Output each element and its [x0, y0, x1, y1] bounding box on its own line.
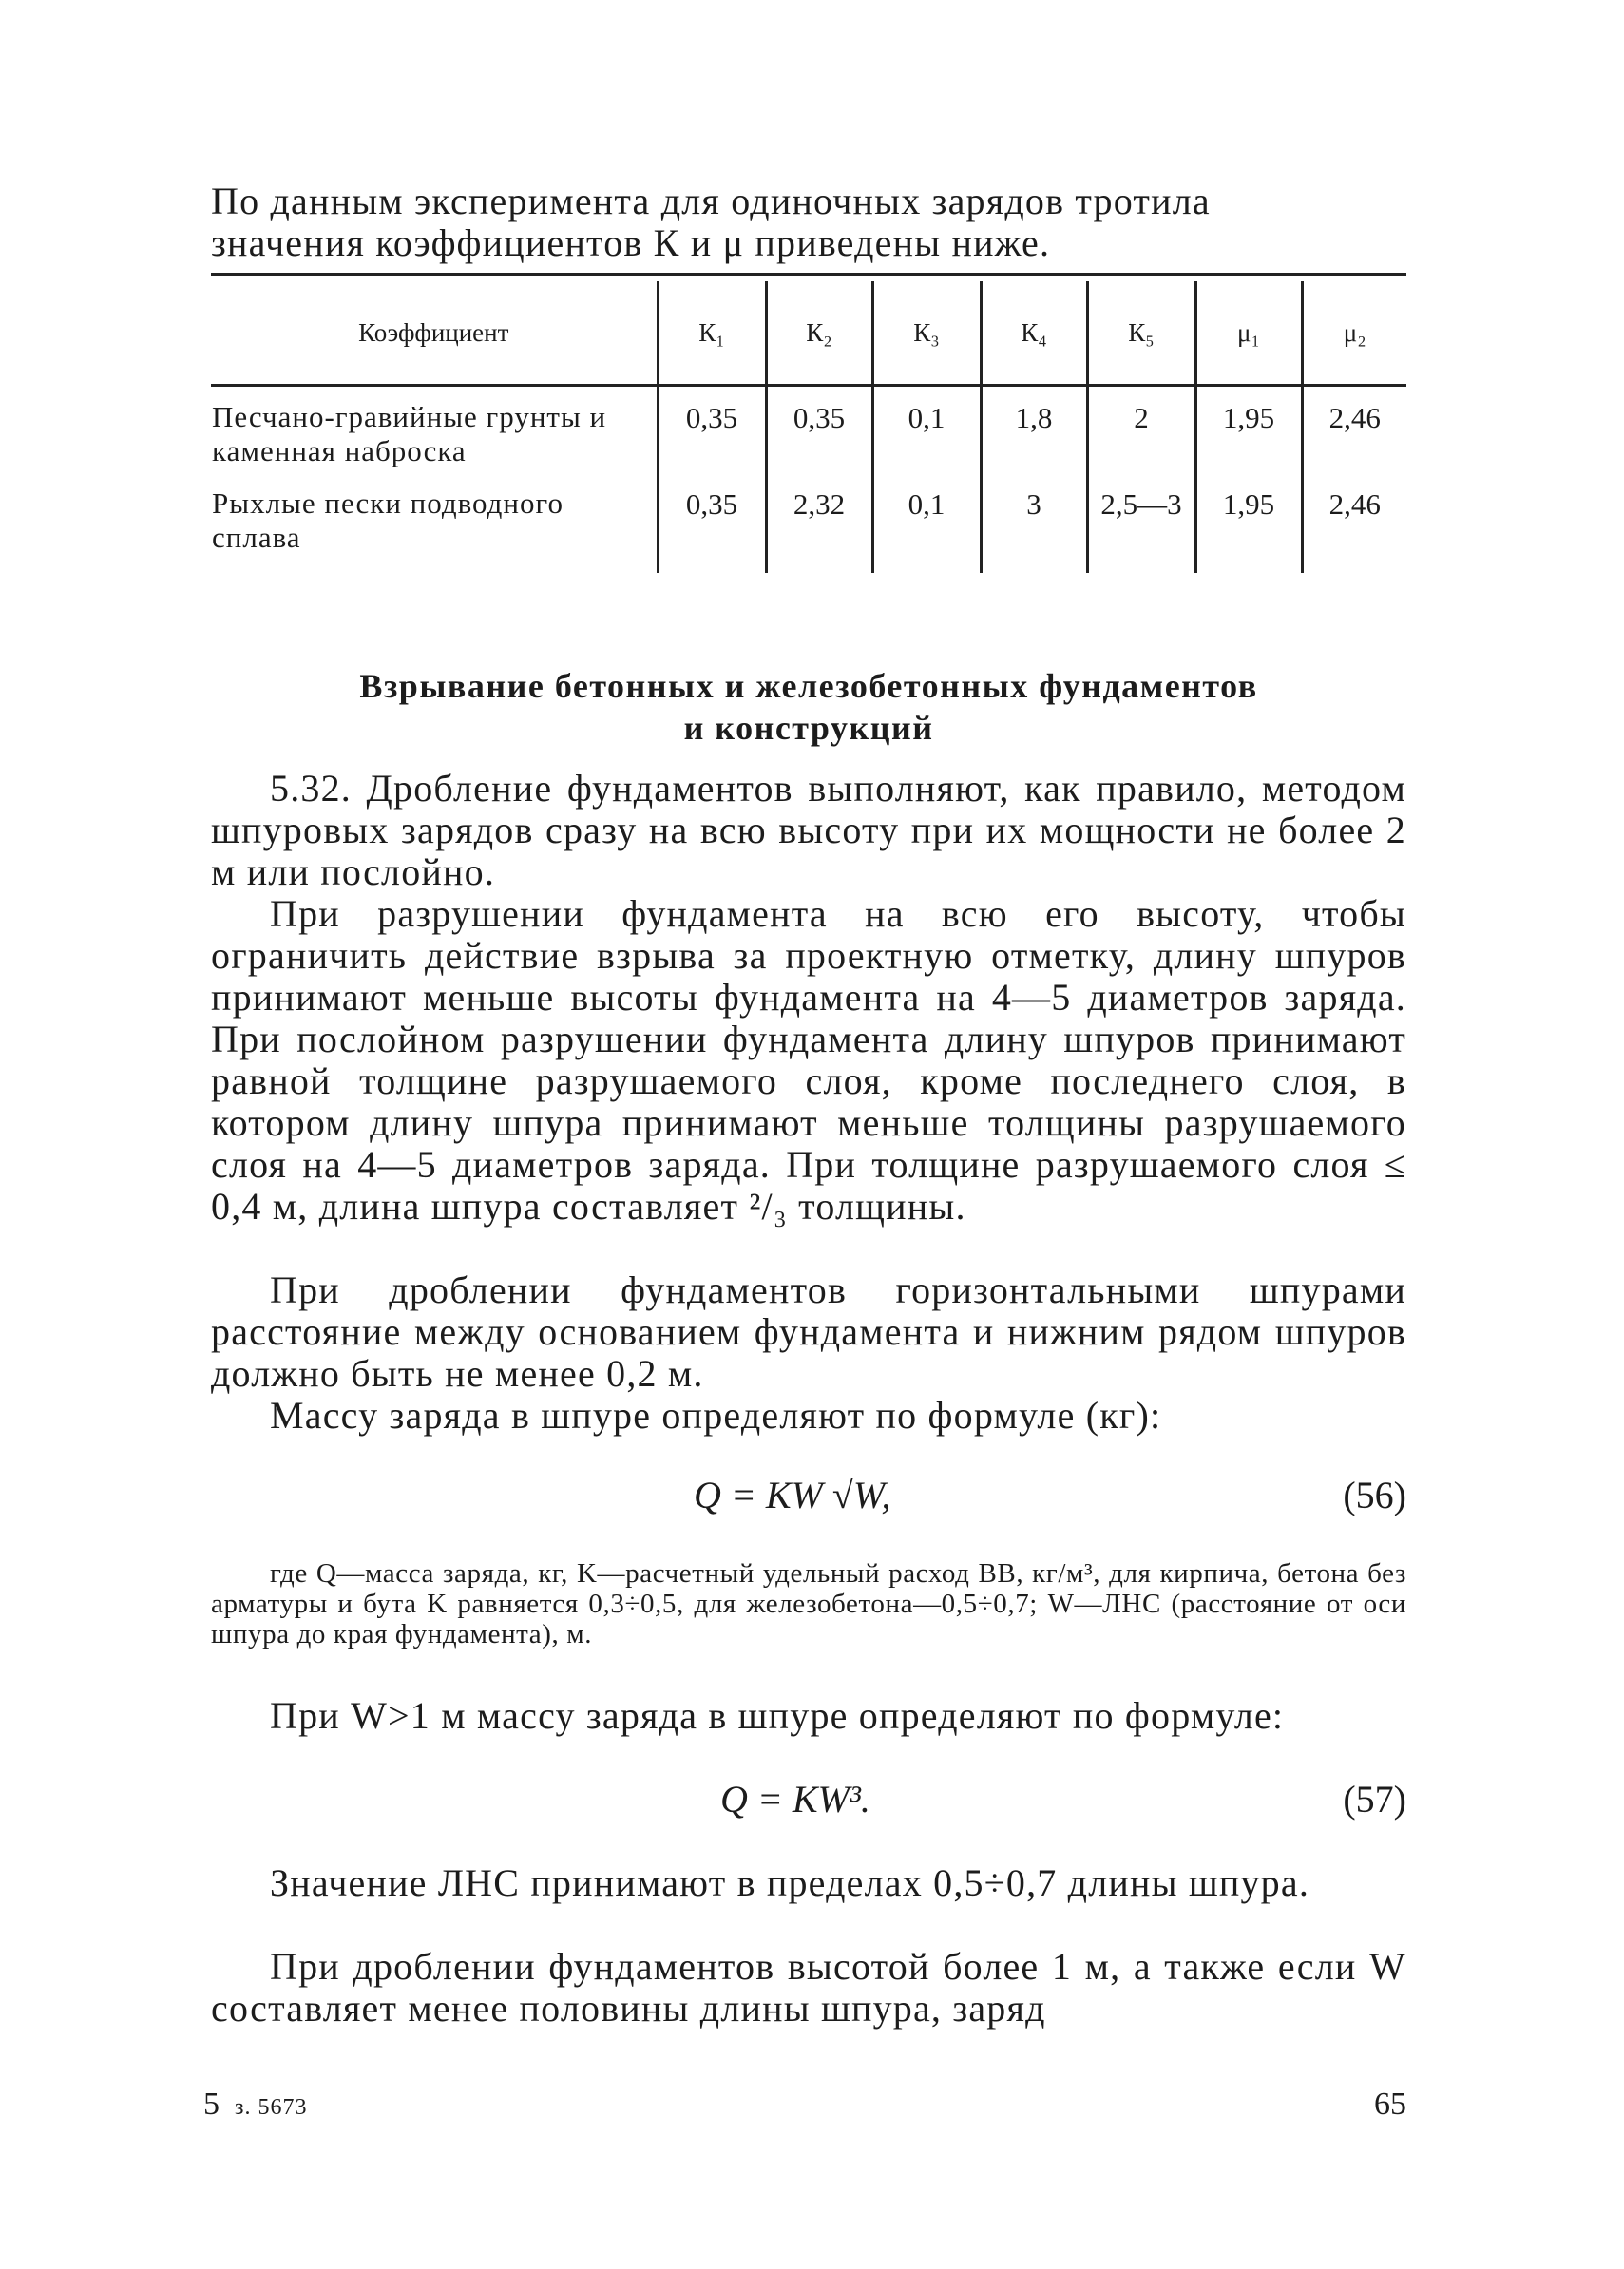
header-mu2: μ₂ [1302, 281, 1406, 386]
table-top-rule [211, 273, 1406, 276]
formula-57: Q = KW³. [720, 1778, 870, 1821]
table-row [211, 473, 1406, 573]
cell-k1: 0,35 [658, 473, 766, 573]
table-header-row [211, 281, 1406, 386]
order-code: з. 5673 [235, 2095, 308, 2120]
cell-k4: 1,8 [981, 386, 1087, 474]
cell-k3: 0,1 [872, 386, 981, 474]
header-k1: К₁ [658, 281, 766, 386]
paragraph-5-32: 5.32. Дробление фундаментов выполняют, как правило, методом шпуровых зарядов сразу на всю высоту при их мощности не более 2 м или послойно. [211, 767, 1406, 893]
section-heading-line-1: Взрывание бетонных и железобетонных фундаментов [359, 667, 1258, 705]
paragraph-full-height: При разрушении фундамента на всю его высоту, чтобы ограничить действие взрыва за проектную отметку, длину шпуров принимают меньше высоты фундамента на 4—5 диаметров заряда. При послойном разрушении фундамента длину шпуров принимают равной толщине разрушаемого слоя, кроме последнего слоя, в котором длину шпура принимают меньше толщины разрушаемого слоя на 4—5 диаметров заряда. При толщине разрушаемого слоя ≤ 0,4 м, длина шпура составляет ²/₃ толщины. [211, 892, 1406, 1228]
equation-number-56: (56) [1343, 1474, 1406, 1516]
header-k3: К₃ [872, 281, 981, 386]
intro-line-1: По данным эксперимента для одиночных зарядов тротила [211, 180, 1211, 222]
intro-line-2: значения коэффициентов К и μ приведены ниже. [211, 221, 1051, 264]
table-row [211, 386, 1406, 474]
formula-notation-note: где Q—масса заряда, кг, K—расчетный удельный расход ВВ, кг/м³, для кирпича, бетона без арматуры и бута K равняется 0,3÷0,5, для железобетона—0,5÷0,7; W—ЛНС (расстояние от оси шпура до края фундамента), м. [211, 1558, 1406, 1649]
cell-k2: 2,32 [766, 473, 872, 573]
page-number: 65 [1374, 2087, 1406, 2122]
cell-mu1: 1,95 [1195, 386, 1302, 474]
cell-k5: 2 [1087, 386, 1195, 474]
header-k5: К₅ [1087, 281, 1195, 386]
paragraph-w-greater-1: При W>1 м массу заряда в шпуре определяют по формуле: [270, 1694, 1285, 1737]
formula-56: Q = KW √W, [694, 1474, 891, 1516]
row-label: Рыхлые пески подводного сплава [212, 486, 564, 554]
cell-mu1: 1,95 [1195, 473, 1302, 573]
section-heading-line-2: и конструкций [683, 709, 934, 747]
signature-mark: 5 [203, 2087, 220, 2122]
equation-number-57: (57) [1343, 1778, 1406, 1821]
paragraph-horizontal-holes: При дроблении фундаментов горизонтальными шпурами расстояние между основанием фундамента и нижним рядом шпуров должно быть не менее 0,2 м. [211, 1268, 1406, 1395]
cell-mu2: 2,46 [1302, 386, 1406, 474]
paragraph-lns-value: Значение ЛНС принимают в пределах 0,5÷0,7 длины шпура. [270, 1861, 1310, 1904]
paragraph-charge-mass: Массу заряда в шпуре определяют по формуле (кг): [270, 1394, 1162, 1437]
cell-k4: 3 [981, 473, 1087, 573]
footer-signature [203, 2087, 307, 2123]
header-mu1: μ₁ [1195, 281, 1302, 386]
cell-k1: 0,35 [658, 386, 766, 474]
row-label: Песчано-гравийные грунты и каменная наброска [212, 400, 607, 467]
cell-mu2: 2,46 [1302, 473, 1406, 573]
header-coefficient: Коэффициент [211, 281, 658, 386]
coefficient-table [211, 281, 1406, 573]
cell-k3: 0,1 [872, 473, 981, 573]
header-k2: К₂ [766, 281, 872, 386]
paragraph-foundation-height: При дроблении фундаментов высотой более 1 м, а также если W составляет менее половины длины шпура, заряд [211, 1945, 1406, 2030]
cell-k2: 0,35 [766, 386, 872, 474]
header-k4: К₄ [981, 281, 1087, 386]
cell-k5: 2,5—3 [1087, 473, 1195, 573]
